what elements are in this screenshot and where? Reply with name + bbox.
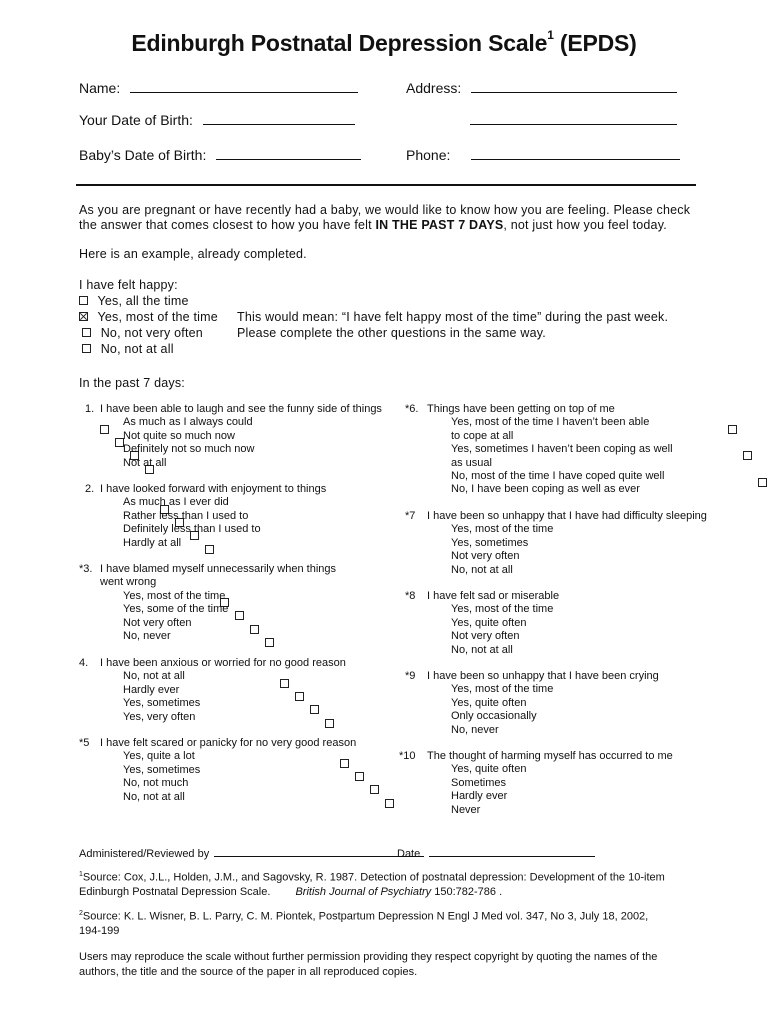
phone-field[interactable] xyxy=(406,145,680,163)
question-text: I have felt sad or miserable xyxy=(427,590,560,602)
page-title xyxy=(0,30,768,57)
address-line-2-field[interactable] xyxy=(470,110,677,128)
intro-line-2 xyxy=(79,218,667,232)
question-text: I have blamed myself unnecessarily when things xyxy=(100,563,337,575)
question-number: *9 xyxy=(405,670,416,682)
phone-line[interactable] xyxy=(471,145,680,160)
example-question: I have felt happy: xyxy=(79,278,178,292)
checkbox-icon[interactable] xyxy=(310,705,319,714)
baby-dob-label: Baby’s Date of Birth: xyxy=(79,147,207,163)
checkbox-icon[interactable] xyxy=(385,799,394,808)
question-number: *5 xyxy=(79,737,90,749)
option-label[interactable]: Hardly ever xyxy=(123,683,180,696)
checkbox-icon[interactable] xyxy=(728,425,737,434)
option-label[interactable]: No, I have been coping as well as ever xyxy=(451,483,640,496)
administered-label: Administered/Reviewed by xyxy=(79,848,210,860)
checkbox-icon[interactable] xyxy=(250,625,259,634)
option-label[interactable]: No, not much xyxy=(123,777,189,790)
baby-dob-line[interactable] xyxy=(216,145,361,160)
option-label[interactable]: Yes, quite often xyxy=(451,763,527,776)
option-label[interactable]: Hardly ever xyxy=(451,790,508,803)
source-1-ref: 150:782-786 . xyxy=(431,886,503,898)
option-label[interactable]: As much as I ever did xyxy=(123,496,229,509)
checkbox-icon[interactable] xyxy=(295,692,304,701)
option-label[interactable]: Yes, sometimes xyxy=(451,536,529,549)
question-number: 4. xyxy=(79,657,89,669)
checkbox-icon[interactable] xyxy=(100,425,109,434)
example-meaning-1: This would mean: “I have felt happy most of the time” during the past week. xyxy=(237,310,669,324)
option-label[interactable]: Yes, sometimes xyxy=(123,763,201,776)
option-label[interactable]: Rather less than I used to xyxy=(123,509,249,522)
phone-label: Phone: xyxy=(406,147,451,163)
address-field[interactable] xyxy=(406,78,677,96)
option-label[interactable]: Yes, quite a lot xyxy=(123,750,195,763)
option-label[interactable]: As much as I always could xyxy=(123,416,253,429)
example-option-4[interactable] xyxy=(82,342,174,356)
option-label[interactable]: Not very often xyxy=(123,616,192,629)
address-line-1[interactable] xyxy=(471,78,677,93)
permission-line-2: authors, the title and the source of the paper in all reproduced copies. xyxy=(79,966,418,978)
example-option-label: Yes, all the time xyxy=(97,294,189,308)
question-text: I have looked forward with enjoyment to things xyxy=(100,483,327,495)
option-label[interactable]: Yes, quite often xyxy=(451,696,527,709)
checkbox-icon[interactable] xyxy=(82,328,91,337)
option-label[interactable]: Not at all xyxy=(123,456,167,469)
option-label[interactable]: No, not at all xyxy=(123,790,185,803)
question-number: *10 xyxy=(399,750,416,762)
intro-emphasis: IN THE PAST 7 DAYS xyxy=(375,218,504,232)
checked-checkbox-icon[interactable] xyxy=(79,312,88,321)
checkbox-icon[interactable] xyxy=(325,719,334,728)
question-text: The thought of harming myself has occurred to me xyxy=(427,750,673,762)
question-text: I have been so unhappy that I have had difficulty sleeping xyxy=(427,510,707,522)
source-1-title: Edinburgh Postnatal Depression Scale. xyxy=(79,886,271,898)
example-option-label: No, not at all xyxy=(100,342,174,356)
checkbox-icon[interactable] xyxy=(340,759,349,768)
example-option-3[interactable] xyxy=(82,326,203,340)
example-option-2[interactable] xyxy=(79,310,218,324)
title-suffix: (EPDS) xyxy=(553,30,637,56)
option-label[interactable]: Yes, very often xyxy=(123,710,196,723)
dob-field[interactable] xyxy=(79,110,355,128)
example-option-label: No, not very often xyxy=(100,326,203,340)
administered-line[interactable] xyxy=(214,846,424,857)
option-label[interactable]: Not very often xyxy=(451,550,520,563)
option-label[interactable]: No, never xyxy=(123,630,171,642)
option-label[interactable]: No, not at all xyxy=(451,563,513,576)
option-label[interactable]: Yes, most of the time I haven’t been able xyxy=(451,416,650,429)
baby-dob-field[interactable] xyxy=(79,145,361,163)
source-1-line-2 xyxy=(79,886,502,898)
address-line-2[interactable] xyxy=(470,110,677,125)
question-number: *7 xyxy=(405,510,416,522)
name-field[interactable] xyxy=(79,78,358,96)
question-text: Things have been getting on top of me xyxy=(427,403,615,415)
source-1-journal: British Journal of Psychiatry xyxy=(295,886,432,898)
question-number: 1. xyxy=(85,403,95,415)
option-label[interactable]: Yes, most of the time xyxy=(451,523,554,536)
source-1-line-1 xyxy=(79,871,665,884)
option-label[interactable]: No, most of the time I have coped quite well xyxy=(451,470,665,482)
source-1-text: Source: Cox, J.L., Holden, J.M., and Sagovsky, R. 1987. Detection of postnatal depression: Development of the 10-item xyxy=(82,871,665,884)
option-label[interactable]: Not very often xyxy=(451,630,520,643)
administered-field[interactable] xyxy=(79,846,424,860)
question-number: *8 xyxy=(405,590,416,602)
option-label[interactable]: Yes, quite often xyxy=(451,616,527,629)
source-2-sup: 2 xyxy=(79,910,83,917)
question-number: *3. xyxy=(79,563,93,575)
question-text: I have been able to laugh and see the funny side of things xyxy=(100,403,382,415)
permission-line-1: Users may reproduce the scale without further permission providing they respect copyright by quoting the names of the xyxy=(79,951,658,963)
checkbox-icon[interactable] xyxy=(370,785,379,794)
example-option-1[interactable] xyxy=(79,294,189,308)
checkbox-icon[interactable] xyxy=(265,638,274,647)
question-text: I have felt scared or panicky for no very good reason xyxy=(100,737,357,749)
example-meaning-2: Please complete the other questions in the same way. xyxy=(237,326,546,340)
option-label[interactable]: Yes, some of the time xyxy=(123,603,229,616)
date-line[interactable] xyxy=(429,846,595,857)
option-label[interactable]: Yes, most of the time xyxy=(451,603,554,616)
option-label[interactable]: Yes, sometimes I haven’t been coping as well xyxy=(451,443,673,456)
option-label[interactable]: Yes, most of the time xyxy=(451,683,554,696)
question-number: *6. xyxy=(405,403,419,415)
option-label[interactable]: No, not at all xyxy=(451,643,513,656)
source-2-line-2: 194-199 xyxy=(79,925,120,937)
option-label[interactable]: Yes, sometimes xyxy=(123,697,201,710)
header-divider xyxy=(76,184,696,186)
question-text: I have been so unhappy that I have been crying xyxy=(427,670,659,682)
source-2-text: Source: K. L. Wisner, B. L. Parry, C. M. Piontek, Postpartum Depression N Engl J Med vol. 347, No 3, July 18, 2002, xyxy=(82,910,649,923)
past-7-days-heading: In the past 7 days: xyxy=(79,376,185,390)
dob-line[interactable] xyxy=(203,110,355,125)
question-text-continued: went wrong xyxy=(100,576,157,589)
option-label[interactable]: Never xyxy=(451,803,481,816)
checkbox-icon[interactable] xyxy=(79,296,88,305)
example-option-label: Yes, most of the time xyxy=(97,310,218,324)
date-field[interactable] xyxy=(397,846,595,860)
dob-label: Your Date of Birth: xyxy=(79,112,193,128)
source-1-sup: 1 xyxy=(79,871,83,878)
checkbox-icon[interactable] xyxy=(758,478,767,487)
date-label: Date xyxy=(397,848,421,860)
question-text: I have been anxious or worried for no good reason xyxy=(100,657,346,669)
option-label[interactable]: No, never xyxy=(451,723,499,736)
name-label: Name: xyxy=(79,80,121,96)
option-label[interactable]: Only occasionally xyxy=(451,710,537,723)
address-label: Address: xyxy=(406,80,462,96)
option-label[interactable]: Not quite so much now xyxy=(123,429,235,442)
title-text: Edinburgh Postnatal Depression Scale xyxy=(131,30,548,56)
source-2-line-1 xyxy=(79,910,648,923)
checkbox-icon[interactable] xyxy=(280,679,289,688)
title-superscript: 1 xyxy=(547,28,554,42)
checkbox-icon[interactable] xyxy=(355,772,364,781)
checkbox-icon[interactable] xyxy=(743,451,752,460)
option-label[interactable]: Definitely less than I used to xyxy=(123,523,261,536)
checkbox-icon[interactable] xyxy=(82,344,91,353)
checkbox-icon[interactable] xyxy=(235,611,244,620)
intro-line-1: As you are pregnant or have recently had a baby, we would like to know how you are feeling. Please check xyxy=(79,203,691,217)
name-line[interactable] xyxy=(130,78,358,93)
option-label[interactable]: Hardly at all xyxy=(123,536,182,549)
option-label-continued: to cope at all xyxy=(451,429,514,442)
question-number: 2. xyxy=(85,483,95,495)
intro-line-2-post: , not just how you feel today. xyxy=(503,218,667,232)
intro-line-2-pre: the answer that comes closest to how you have felt xyxy=(79,218,376,232)
example-intro: Here is an example, already completed. xyxy=(79,247,307,261)
option-label-continued: as usual xyxy=(451,456,492,469)
option-label[interactable]: Sometimes xyxy=(451,776,507,789)
checkbox-icon[interactable] xyxy=(205,545,214,554)
option-label[interactable]: Definitely not so much now xyxy=(123,443,255,456)
option-label[interactable]: No, not at all xyxy=(123,670,185,683)
option-label[interactable]: Yes, most of the time xyxy=(123,589,226,602)
